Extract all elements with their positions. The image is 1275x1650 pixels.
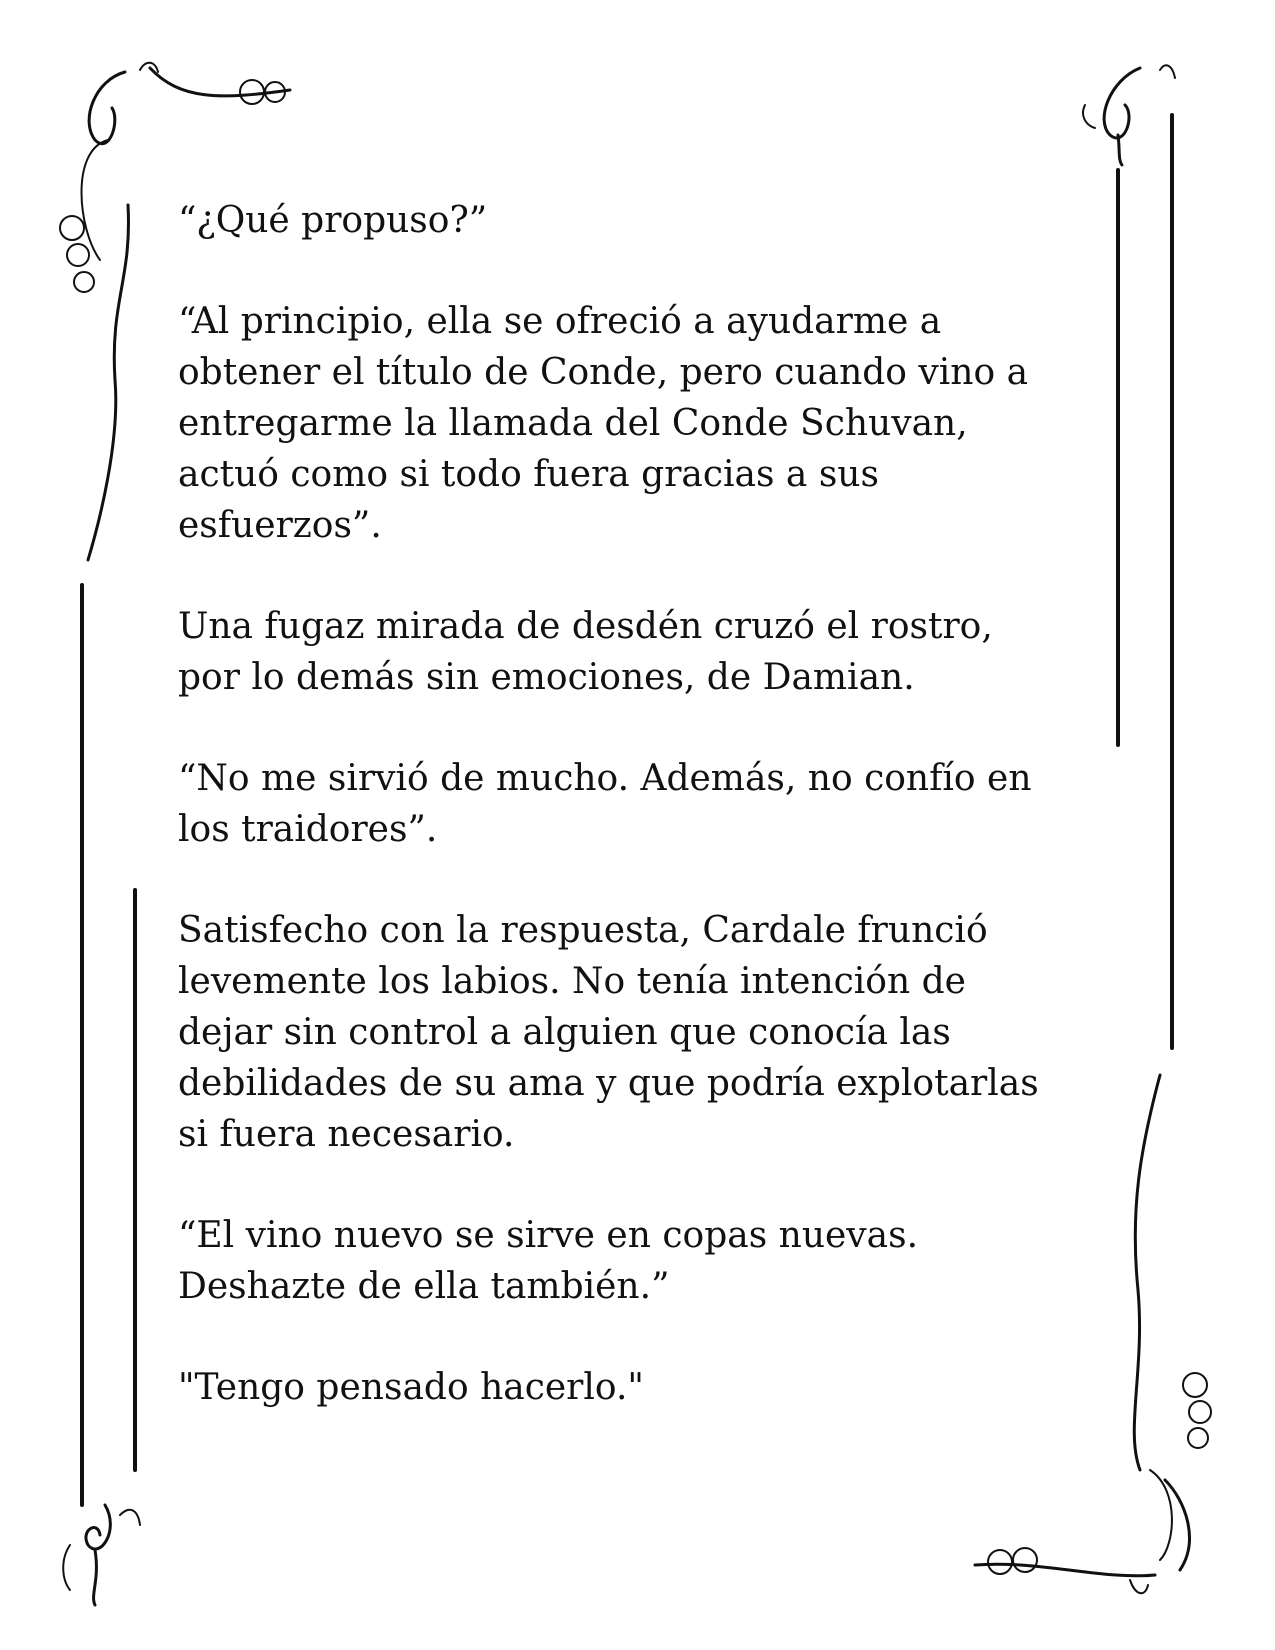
flourish-bottom-left-icon <box>63 1505 140 1605</box>
paragraph-7: "Tengo pensado hacerlo." <box>178 1367 644 1408</box>
paragraph-6: “El vino nuevo se sirve en copas nuevas. Deshazte de ella también.” <box>178 1215 919 1307</box>
paragraph-2: “Al principio, ella se ofreció a ayudarme a obtener el título de Conde, pero cuando vino a entregarme la llamada del Conde Schuvan, actuó como si todo fuera gracias a sus esfuerzos”. <box>178 301 1029 546</box>
paragraph-1: “¿Qué propuso?” <box>178 200 488 241</box>
paragraph-4: “No me sirvió de mucho. Además, no confío en los traidores”. <box>178 758 1032 850</box>
paragraph-5: Satisfecho con la respuesta, Cardale frunció levemente los labios. No tenía intención de dejar sin control a alguien que conocía las debilidades de su ama y que podría explotarlas si fuera necesario. <box>178 910 1039 1155</box>
flourish-top-right-icon <box>1083 65 1175 165</box>
paragraph-3: Una fugaz mirada de desdén cruzó el rostro, por lo demás sin emociones, de Damian. <box>178 606 993 698</box>
story-text <box>178 195 1108 1463</box>
